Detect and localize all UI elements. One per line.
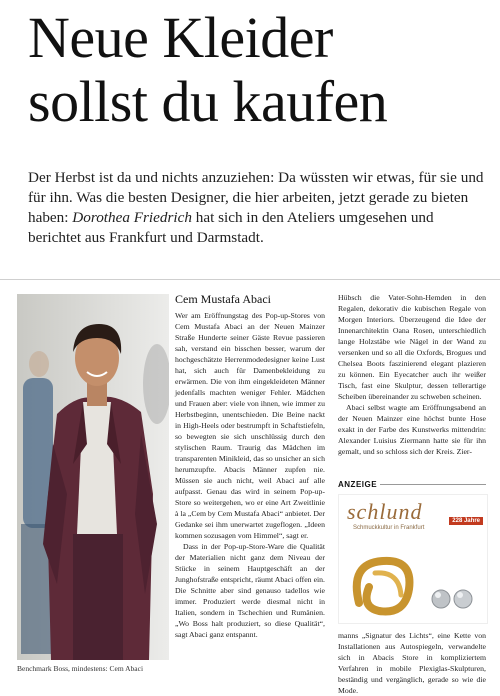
article-paragraph: Abaci selbst wagte am Eröffnungsabend an der Neuen Mainzer eine höchst bunte Hose exakt in der Farbe des Kunstwerks mittendrin: Alexander Luisius Ziermann hatte sie für ihn gemalt, und so schloss sich der Kreis. Zier- [338,403,486,456]
section-divider [0,279,500,280]
ad-badge: 228 Jahre [449,517,483,525]
photo-caption: Benchmark Boss, mindestens: Cem Abaci [17,664,144,673]
article-paragraph: Wer am Eröffnungstag des Pop-up-Stores von Cem Mustafa Abaci an der Neuen Mainzer Straße Hunderte seiner Gäste Revue passieren sah, verstand ein bisschen besser, warum der hochgeschätzte Herrenmodedesigner keine Lust hat, sich auch für Damenbekleidung zu erwärmen. Die von ihm eingekleideten Männer jedenfalls machten weniger Fehler. Mädchen und Frauen aber: viele von ihnen, wie immer zu Herbstbeginn, unentschieden. Die Beine nackt in High-Heels oder bestrumpft in Schaftstiefeln, so bewegten sie sich unschlüssig durch den stylischen Raum. Traurig das Mädchen im transparenten Minikleid, das so unsicher an sich herumzupfte. Abacis Männer zupfen nie. Müssen sie auch nicht, weil Abaci auf alle aufpasst. Genau das wird in seinem Pop-up-Store so weitergehen, wo er eine Art Zweitlinie à la „Cem by Cem Mustafa Abaci“ anbietet. Der Gedanke sei ihm unerwartet zugeflogen. „Ideen kommen sozusagen vom Himmel“, sagt er. [175,311,325,540]
advertisement[interactable] [338,494,488,624]
portrait-illustration [17,294,169,660]
ad-tagline: Schmuckkultur in Frankfurt [353,525,425,531]
article-paragraph: Hübsch die Vater-Sohn-Hemden in den Regalen, dekorativ die kubischen Regale von Morgen Interiors. Überzeugend die Idee der Innenarchitektin Oana Rosen, unterschiedlich lange Holzstäbe wie Nägel in der Wand zu versenken und so all die Oxfords, Brogues und Chelsea Boots faszinierend elegant plazieren zu können. Ein Eyecatcher auch ihr weißer Tisch, fast eine Skulptur, dessen tellerartige Scheiben übereinander zu schweben scheinen. [338,293,486,401]
article-title: Cem Mustafa Abaci [175,292,271,306]
article-paragraph: Dass in der Pop-up-Store-Ware die Qualität der Materialien nicht ganz dem Niveau der Stücke in seinem Hauptgeschäft an der Junghofstraße entspricht, räumt Abaci offen ein. Die Schnitte aber sind genauso tadellos wie immer. Produziert werde diesmal nicht in Italien, sondern in Tschechien und Rumänien. „Wo Boss halt produziert, so diese Qualität“, sagt Abaci ganz entspannt. [175,542,325,639]
lead-paragraph [28,168,488,248]
gold-knot-ring-icon [357,561,410,612]
article-paragraph: manns „Signatur des Lichts“, eine Kette von Installationen aus Autospiegeln, verwandelte sich in Abacis Store in kompliziertem Verfahren in mobile Plexiglas-Skulpturen, beständig und vergänglich, gerade so wie die Mode. [338,631,486,695]
ad-rule [380,484,486,485]
headline-line2: sollst du kaufen [28,69,388,134]
headline-line1: Neue Kleider [28,5,333,70]
lead-author: Dorothea Friedrich [72,209,192,226]
article-column-middle [175,310,325,640]
ad-label: ANZEIGE [338,480,378,489]
silver-earrings-icon [432,590,472,608]
ad-jewelry-image [339,533,487,623]
article-column-right [338,292,486,457]
article-column-right-continuation [338,630,486,696]
headline [28,6,488,134]
lead-text-2: hat sich in den Ateliers umgesehen und berichtet aus Frankfurt und Darmstadt. [28,209,434,246]
lead-text-1: Der Herbst ist da und nichts anzuziehen: Da wüssten wir etwas, für sie und für ihn. Was die besten Designer, die hier arbeiten, jetzt gerade zu bieten haben: [28,169,484,226]
ad-brand-logo: schlund [347,499,423,524]
portrait-photo [17,294,169,660]
